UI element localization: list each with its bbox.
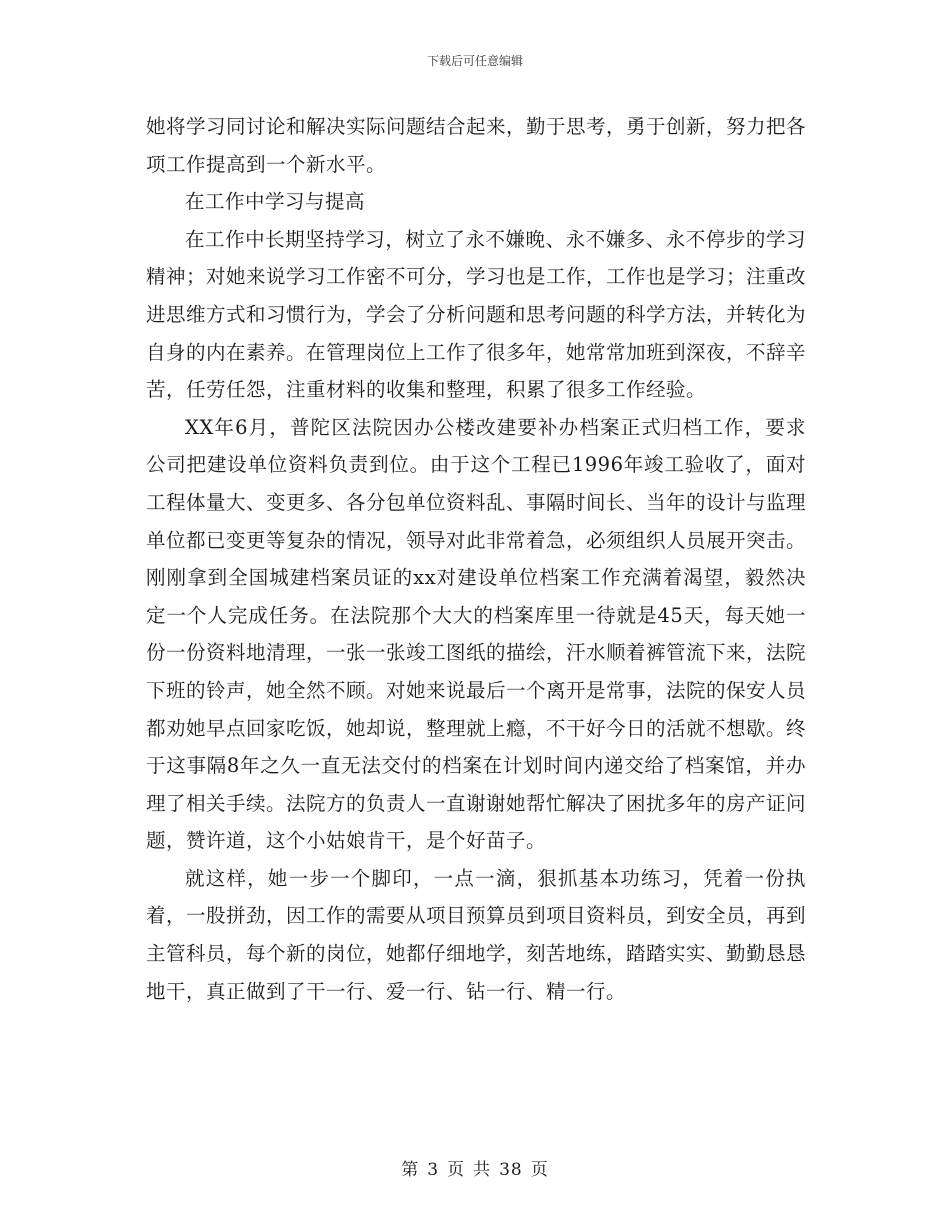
- paragraph: 她将学习同讨论和解决实际问题结合起来，勤于思考，勇于创新，努力把各项工作提高到一个新水平。: [146, 115, 807, 176]
- paragraph: XX年6月，普陀区法院因办公楼改建要补办档案正式归档工作，要求公司把建设单位资料负责到位。由于这个工程已1996年竣工验收了，面对工程体量大、变更多、各分包单位资料乱、事隔时间长、当年的设计与监理单位都已变更等复杂的情况，领导对此非常着急，必须组织人员展开突击。刚刚拿到全国城建档案员证的xx对建设单位档案工作充满着渴望，毅然决定一个人完成任务。在法院那个大大的档案库里一待就是45天，每天她一份一份资料地清理，一张一张竣工图纸的描绘，汗水顺着裤管流下来，法院下班的铃声，她全然不顾。对她来说最后一个离开是常事，法院的保安人员都劝她早点回家吃饭，她却说，整理就上瘾，不干好今日的活就不想歇。终于这事隔8年之久一直无法交付的档案在计划时间内递交给了档案馆，并办理了相关手续。法院方的负责人一直谢谢她帮忙解决了困扰多年的房产证问题，赞许道，这个小姑娘肯干，是个好苗子。: [146, 415, 807, 853]
- paragraph: 在工作中长期坚持学习，树立了永不嫌晚、永不嫌多、永不停步的学习精神；对她来说学习工作密不可分，学习也是工作，工作也是学习；注重改进思维方式和习惯行为，学会了分析问题和思考问题的科学方法，并转化为自身的内在素养。在管理岗位上工作了很多年，她常常加班到深夜，不辞辛苦，任劳任怨，注重材料的收集和整理，积累了很多工作经验。: [146, 227, 807, 402]
- footer-page-label: 第: [401, 1160, 420, 1180]
- footer-page-unit: 页: [447, 1160, 466, 1180]
- document-body: [146, 108, 806, 1010]
- footer-total-label: 共: [473, 1160, 492, 1180]
- footer-total-unit: 页: [530, 1160, 549, 1180]
- footer-total-number: 38: [499, 1160, 523, 1180]
- paragraph: 就这样，她一步一个脚印，一点一滴，狠抓基本功练习，凭着一份执着，一股拼劲，因工作的需要从项目预算员到项目资料员，到安全员，再到主管科员，每个新的岗位，她都仔细地学，刻苦地练，踏踏实实、勤勤恳恳地干，真正做到了干一行、爱一行、钻一行、精一行。: [146, 866, 807, 1003]
- section-heading: 在工作中学习与提高: [185, 190, 366, 214]
- footer-page-number: 3: [427, 1160, 440, 1180]
- page-footer: [0, 1155, 950, 1180]
- page-header: 下载后可任意编辑: [426, 54, 523, 68]
